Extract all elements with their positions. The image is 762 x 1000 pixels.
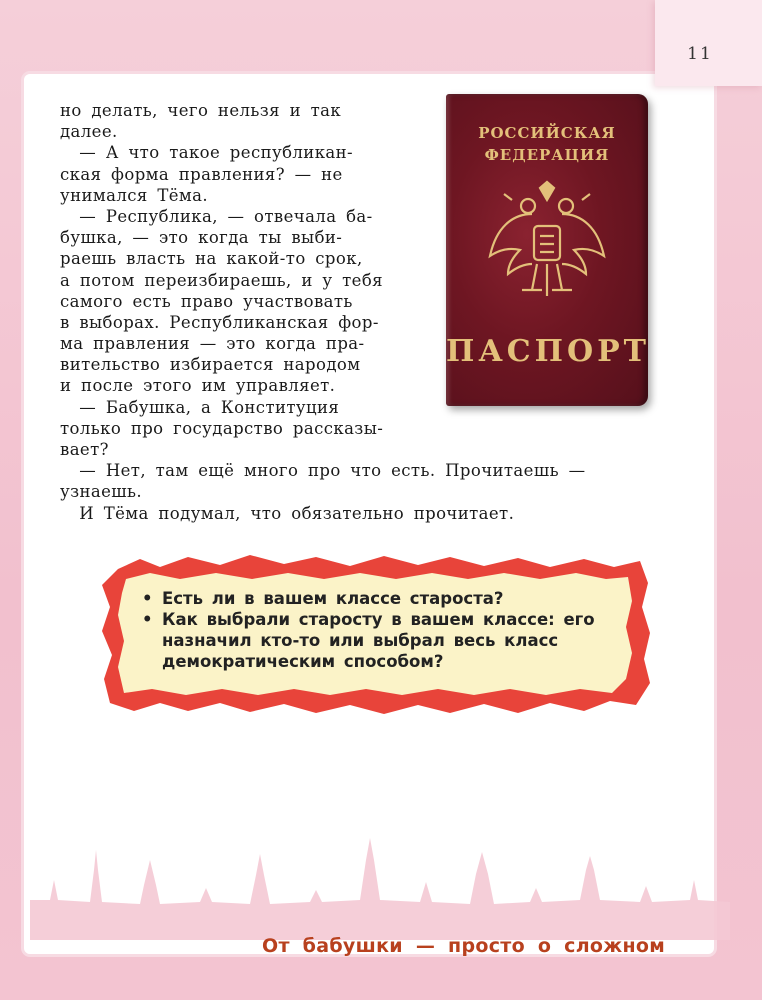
story-line: И Тёма подумал, что обязательно прочитает. <box>60 503 515 523</box>
passport-word: ПАСПОРТ <box>446 334 650 369</box>
story-line: только про государство рассказы- <box>60 418 384 438</box>
question-list <box>140 588 600 672</box>
story-line: самого есть право участвовать <box>60 291 353 311</box>
story-line: вает? <box>60 440 109 459</box>
story-line: унимался Тёма. <box>60 185 209 205</box>
question-text: Есть ли в вашем классе староста? <box>162 589 504 608</box>
double-headed-eagle-icon <box>482 178 612 308</box>
list-item <box>140 588 600 609</box>
section-title: От бабушки — просто о сложном <box>262 935 666 957</box>
story-line: далее. <box>60 122 118 142</box>
story-line: ма правления — это когда пра- <box>60 334 365 354</box>
story-line: — Нет, там ещё много про что есть. Прочитаешь — <box>60 461 586 481</box>
passport-federation-line: ФЕДЕРАЦИЯ <box>484 146 610 164</box>
questions-callout <box>100 555 652 715</box>
passport-country-line: РОССИЙСКАЯ <box>478 124 616 142</box>
page-number-tab <box>655 0 762 86</box>
story-line: вительство избирается народом <box>60 355 361 375</box>
bullet: • <box>142 610 153 629</box>
kremlin-skyline-silhouette <box>30 830 730 940</box>
story-line: в выборах. Республиканская фор- <box>60 312 379 332</box>
story-line: — А что такое республикан- <box>60 143 354 163</box>
story-line: ская форма правления? — не <box>60 164 343 184</box>
bullet: • <box>142 589 153 608</box>
list-item <box>140 609 600 672</box>
page-number: 11 <box>687 44 713 64</box>
story-line: — Республика, — отвечала ба- <box>60 206 373 226</box>
story-line: узнаешь. <box>60 482 143 502</box>
story-line: и после этого им управляет. <box>60 376 336 396</box>
story-line: но делать, чего нельзя и так <box>60 101 342 120</box>
story-line: а потом переизбираешь, и у тебя <box>60 270 383 290</box>
story-line: бушка, — это когда ты выби- <box>60 228 343 248</box>
story-line: раешь власть на какой-то срок, <box>60 249 363 269</box>
question-text: Как выбрали старосту в вашем классе: его назначил кто-то или выбрал весь класс демократическим способом? <box>162 610 595 671</box>
passport-image <box>446 94 648 406</box>
story-line: — Бабушка, а Конституция <box>60 397 340 417</box>
